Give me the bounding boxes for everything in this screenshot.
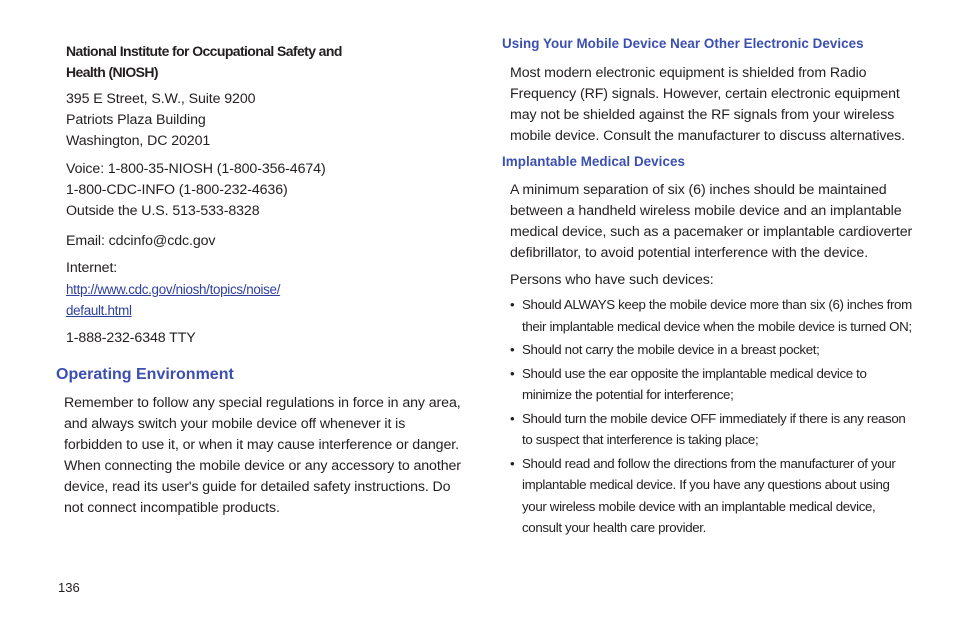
phone-line: Outside the U.S. 513-533-8328 (66, 203, 260, 219)
paragraph-line: Most modern electronic equipment is shielded from Radio (510, 65, 867, 81)
paragraph-line: Frequency (RF) signals. However, certain electronic equipment (510, 86, 900, 102)
implantable-devices-paragraph (510, 180, 922, 264)
bullet-item (510, 453, 922, 539)
bullet-dot-icon: • (510, 455, 515, 471)
phone-line: 1-800-CDC-INFO (1-800-232-4636) (66, 182, 288, 198)
bullet-line: their implantable medical device when the mobile device is turned ON; (522, 318, 912, 334)
subheading-implantable-devices: Implantable Medical Devices (502, 154, 685, 169)
page-number: 136 (58, 580, 80, 595)
bullet-line: Should read and follow the directions from the manufacturer of your (522, 455, 896, 471)
org-name-line: National Institute for Occupational Safety and (66, 43, 342, 59)
paragraph-line: When connecting the mobile device or any accessory to another (64, 458, 461, 474)
bullet-line: Should turn the mobile device OFF immediately if there is any reason (522, 410, 906, 426)
bullet-dot-icon: • (510, 365, 515, 381)
bullet-line: Should ALWAYS keep the mobile device more than six (6) inches from (522, 297, 912, 312)
bullet-line: to suspect that interference is taking place; (522, 432, 759, 447)
paragraph-line: and always switch your mobile device off whenever it is (64, 416, 406, 432)
paragraph-line: forbidden to use it, or when it may cause interference or danger. (64, 437, 459, 453)
bullet-dot-icon: • (510, 410, 515, 426)
paragraph-line: mobile device. Consult the manufacturer to discuss alternatives. (510, 128, 905, 144)
org-name (66, 41, 446, 83)
phone-line: Voice: 1-800-35-NIOSH (1-800-356-4674) (66, 161, 326, 177)
bullet-line: minimize the potential for interference; (522, 387, 734, 402)
operating-environment-paragraph (64, 393, 474, 519)
bullet-line: implantable medical device. If you have any questions about using (522, 477, 890, 492)
paragraph-line: may not be shielded against the RF signals from your wireless (510, 107, 895, 123)
paragraph-line: Remember to follow any special regulations in force in any area, (64, 395, 461, 411)
paragraph-line: medical device, such as a pacemaker or implantable cardioverter (510, 224, 913, 240)
section-heading: Operating Environment (56, 366, 234, 383)
bullet-item (510, 294, 922, 337)
niosh-link[interactable] (66, 279, 280, 321)
paragraph-line: defibrillator, to avoid potential interference with the device. (510, 245, 869, 261)
bullet-line: Should use the ear opposite the implantable medical device to (522, 365, 867, 381)
link-line[interactable]: http://www.cdc.gov/niosh/topics/noise/ (66, 282, 281, 297)
address-line: Washington, DC 20201 (66, 133, 211, 149)
org-name-line: Health (NIOSH) (66, 64, 158, 80)
bullet-dot-icon: • (510, 342, 515, 357)
paragraph-line: device, read its user's guide for detailed safety instructions. Do (64, 479, 451, 495)
bullet-list (510, 294, 922, 541)
paragraph-line: not connect incompatible products. (64, 500, 280, 516)
address-line: Patriots Plaza Building (66, 112, 206, 128)
address-line: 395 E Street, S.W., Suite 9200 (66, 91, 256, 107)
subheading-electronic-devices: Using Your Mobile Device Near Other Electronic Devices (502, 36, 864, 51)
email-line: Email: cdcinfo@cdc.gov (66, 233, 216, 249)
bullet-item (510, 408, 922, 451)
tty-line: 1-888-232-6348 TTY (66, 330, 196, 346)
electronic-devices-paragraph (510, 63, 922, 147)
bullet-dot-icon: • (510, 297, 515, 312)
paragraph-line: between a handheld wireless mobile device and an implantable (510, 203, 902, 219)
internet-label: Internet: (66, 260, 118, 276)
bullet-line: Should not carry the mobile device in a breast pocket; (522, 342, 820, 357)
bullet-line: consult your health care provider. (522, 520, 706, 535)
bullet-item (510, 363, 922, 406)
address-block (66, 89, 255, 152)
bullet-line: your wireless mobile device with an implantable medical device, (522, 498, 876, 514)
phone-block (66, 159, 326, 222)
bullet-item (510, 339, 922, 361)
paragraph-line: A minimum separation of six (6) inches should be maintained (510, 182, 887, 198)
persons-line: Persons who have such devices: (510, 272, 714, 288)
link-line[interactable]: default.html (66, 303, 132, 318)
